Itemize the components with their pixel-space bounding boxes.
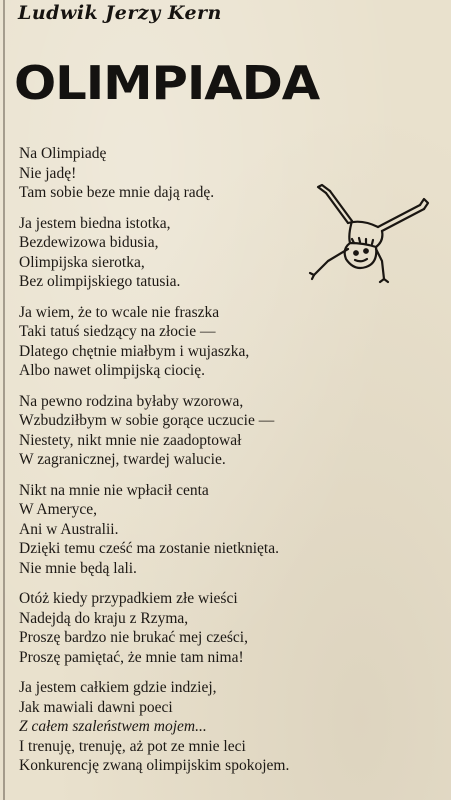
poem-line: Ja jestem biedna istotka, (19, 214, 171, 232)
poem-line: Olimpijska sierotka, (19, 253, 145, 271)
poem-line: Bezdewizowa bidusia, (19, 234, 159, 251)
poem-line: Taki tatuś siedzący na złocie — (19, 323, 216, 340)
poem-line: Ja jestem całkiem gdzie indziej, (19, 679, 217, 696)
poem-line: Dlatego chętnie miałbym i wujaszka, (19, 342, 250, 360)
poem-line: I trenuję, trenuję, aż pot ze mnie leci (19, 737, 246, 755)
poem-line: Bez olimpijskiego tatusia. (19, 273, 181, 290)
poem-line: Na Olimpiadę (19, 145, 107, 162)
poem-line: Niestety, nikt mnie nie zaadoptował (19, 431, 242, 449)
stanza (19, 303, 439, 381)
poem-line-italic: Z całem szaleństwem mojem... (19, 718, 207, 735)
poem-title: OLIMPIADA (14, 56, 320, 110)
poem-line: Proszę bardzo nie brukać mej cześci, (19, 629, 248, 646)
stanza (19, 589, 439, 667)
column-divider (3, 0, 5, 800)
poem-line: W zagranicznej, twardej walucie. (19, 451, 226, 468)
poem-line: Ja wiem, że to wcale nie fraszka (19, 303, 220, 321)
poem-line: Albo nawet olimpijską ciocię. (19, 362, 205, 379)
stanza (19, 481, 439, 579)
cartwheel-figure-icon (304, 183, 432, 289)
stanza (19, 392, 439, 470)
poem-line: Otóż kiedy przypadkiem złe wieści (19, 590, 238, 607)
poem-line: Konkurencję zwaną olimpijskim spokojem. (19, 757, 290, 774)
poem-line: Jak mawiali dawni poeci (19, 698, 173, 716)
poem-line: W Ameryce, (19, 501, 98, 518)
poem-line: Dzięki temu cześć ma zostanie nietknięta. (19, 540, 279, 557)
poem-line: Proszę pamiętać, że mnie tam nima! (19, 648, 244, 666)
stanza (19, 678, 439, 776)
poem-line: Nikt na mnie nie wpłacił centa (19, 481, 209, 499)
poem-line: Ani w Australii. (19, 520, 119, 538)
poem-line: Nie mnie będą lali. (19, 559, 137, 577)
poem-line: Wzbudziłbym w sobie gorące uczucie — (19, 412, 275, 429)
poem-line: Nie jadę! (19, 164, 77, 182)
poem-line: Nadejdą do kraju z Rzyma, (19, 609, 189, 627)
poem-line: Na pewno rodzina byłaby wzorowa, (19, 392, 244, 410)
author-name: Ludwik Jerzy Kern (18, 2, 222, 24)
poem-line: Tam sobie beze mnie dają radę. (19, 184, 215, 201)
